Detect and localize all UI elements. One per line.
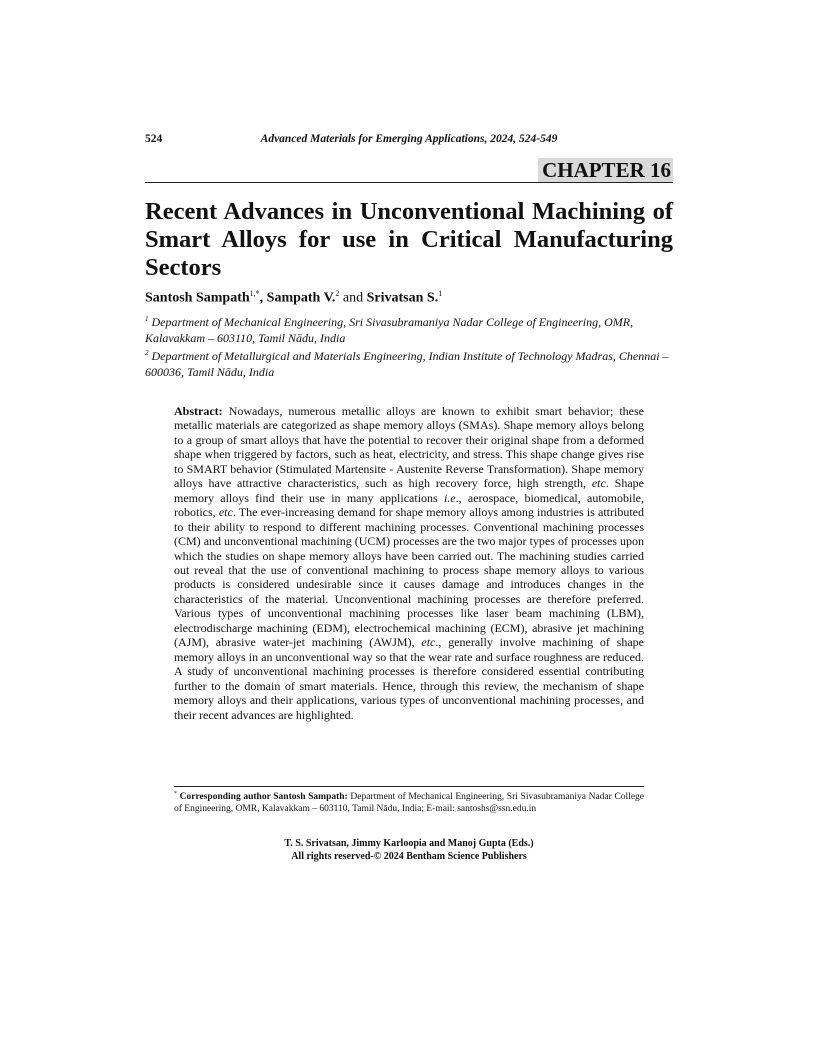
publication-credits xyxy=(174,838,644,863)
footnote-text: Department of Mechanical Engineering, Sri Sivasubramaniya Nadar College of Engineering, OMR, Kalavakkam – 603110, Tamil Nādu, India; E-mail: santoshs@ssn.edu.in xyxy=(174,792,645,815)
chapter-label: CHAPTER 16 xyxy=(538,158,673,182)
abstract-text: etc xyxy=(218,505,233,520)
affiliation xyxy=(145,311,673,346)
rights-line: All rights reserved-© 2024 Bentham Science Publishers xyxy=(291,850,527,862)
journal-info: , 2024, 524-549 xyxy=(484,133,558,145)
running-header xyxy=(145,133,673,149)
author-separator: , xyxy=(259,290,267,306)
abstract-text: etc xyxy=(421,635,436,650)
editors-line: T. S. Srivatsan, Jimmy Karloopia and Manoj Gupta (Eds.) xyxy=(284,838,534,849)
footnote-label: Corresponding author Santosh Sampath: xyxy=(177,792,348,803)
abstract-text: etc xyxy=(591,476,606,491)
author-conjunction: and xyxy=(339,290,367,306)
abstract-text: . Shape memory alloys find their use in many applications xyxy=(174,476,645,505)
author-name: Sampath V. xyxy=(266,290,336,306)
footnote-divider xyxy=(174,786,644,787)
affiliation xyxy=(145,345,673,380)
affiliation-mark: 2 xyxy=(145,349,149,357)
abstract-text: i.e xyxy=(443,490,456,505)
chapter-divider xyxy=(145,182,673,183)
affiliation-mark: 1 xyxy=(145,315,149,323)
abstract-text: . The ever-increasing demand for shape memory alloys among industries is attributed to their ability to respond to different machining processes. Conventional machining processes (CM) and unconventional machining (UCM) processes are the two major types of processes upon which the studies on shape memory alloys have been carried out. The machining studies carried out reveal that the use of conventional machining to process shape memory alloys to various products is considered undesirable since it causes damage and introduces changes in the characteristics of the material. Unconventional machining processes are therefore preferred. Various types of unconventional machining processes like laser beam machining (LBM), electrodischarge machining (EDM), electrochemical machining (ECM), abrasive jet machining (AJM), abrasive water-jet machining (AWJM), xyxy=(174,505,644,650)
author-affiliation-mark: 1 xyxy=(438,289,443,298)
abstract-text: ., aerospace, biomedical, automobile, robotics, xyxy=(174,490,644,520)
page-number: 524 xyxy=(145,133,163,145)
author-affiliation-mark: 1,* xyxy=(249,289,260,298)
journal-reference xyxy=(145,133,673,145)
abstract-text: Nowadays, numerous metallic alloys are known to exhibit smart behavior; these metallic materials are categorized as shape memory alloys (SMAs). Shape memory alloys belong to a group of smart alloys that have the potential to recover their original shape from a deformed shape when triggered by factors, such as heat, electricity, and stress. This shape change gives rise to SMART behavior (Stimulated Martensite - Austenite Reverse Transformation). Shape memory alloys have attractive characteristics, such as high recovery force, high strength, xyxy=(174,404,644,491)
author-list xyxy=(145,289,673,307)
author-name: Santosh Sampath xyxy=(145,290,250,306)
footnote-mark: * xyxy=(174,791,177,797)
author-name: Srivatsan S. xyxy=(366,290,439,306)
author-affiliation-mark: 2 xyxy=(335,289,340,298)
chapter-title: Recent Advances in Unconventional Machining of Smart Alloys for use in Critical Manufacturing Sectors xyxy=(145,198,673,281)
abstract xyxy=(174,404,644,722)
affiliation-text: Department of Mechanical Engineering, Sri Sivasubramaniya Nadar College of Engineering, OMR, Kalavakkam – 603110, Tamil Nādu, India xyxy=(145,315,634,345)
journal-title: Advanced Materials for Emerging Applications xyxy=(260,133,485,145)
affiliation-text: Department of Metallurgical and Materials Engineering, Indian Institute of Technology Madras, Chennai – 600036, Tamil Nādu, India xyxy=(145,349,669,379)
corresponding-author-footnote xyxy=(174,788,644,815)
abstract-text: ., generally involve machining of shape memory alloys in an unconventional way so that the wear rate and surface roughness are reduced. A study of unconventional machining processes is therefore considered essential contributing further to the domain of smart materials. Hence, through this review, the mechanism of shape memory alloys and their applications, various types of unconventional machining processes, and their recent advances are highlighted. xyxy=(174,635,644,722)
abstract-label: Abstract: xyxy=(174,404,223,418)
